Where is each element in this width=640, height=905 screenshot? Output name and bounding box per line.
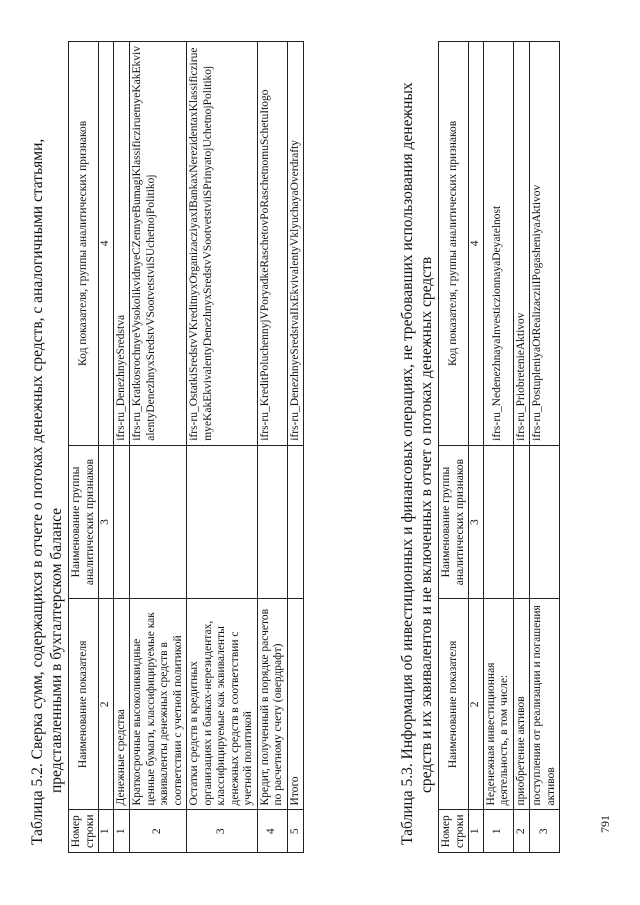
col-num: 1 (99, 810, 114, 853)
column-number-row (99, 42, 114, 853)
indicator-code: ifrs-ru_PostupleniyaOtRealizacziiIPogasheniyaAktivov (530, 42, 560, 446)
caption-line-2: представленными в бухгалтерском балансе (48, 507, 65, 793)
row-number: 3 (187, 810, 258, 853)
col-num: 2 (99, 599, 114, 810)
table-5-3-caption (398, 25, 436, 845)
col-num: 4 (99, 42, 114, 446)
table-5-2 (68, 41, 304, 853)
header-group-name: Наименование группы аналитических признаков (69, 445, 99, 598)
indicator-code: ifrs-ru_KratkosrochnyeVysokolikvidnyeCZennyeBumagiKlassificziruemyeKakEkvivalentyDenezhnyxSredstvVSootvetstviiSUchetnojPolitikoj (130, 42, 187, 446)
row-number: 5 (287, 810, 304, 853)
indicator-name: Итого (287, 599, 304, 810)
indicator-name: Денежные средства (113, 599, 130, 810)
caption-line-2: средств и их эквивалентов и не включенных в отчет о потоках денежных средств (418, 256, 435, 793)
table-row (187, 42, 258, 853)
table-row (130, 42, 187, 853)
group-name (257, 445, 287, 598)
header-code: Код показателя, группы аналитических признаков (439, 42, 469, 446)
header-code: Код показателя, группы аналитических признаков (69, 42, 99, 446)
col-num: 3 (469, 445, 484, 599)
header-row-number: Номер строки (439, 810, 469, 853)
column-number-row (469, 42, 484, 853)
indicator-name: Краткосрочные высоколиквидные ценные бумаги, классифицируемые как эквиваленты денежных средств в соответствии с учетной политикой (130, 599, 187, 810)
indicator-name: Остатки средств в кредитных организациях и банках-нерезидентах, классифицируемые как эквиваленты денежных средств в соответствии с учетной политикой (187, 599, 258, 810)
table-row (483, 42, 513, 853)
indicator-code: ifrs-ru_DenezhnyeSredstva (113, 42, 130, 446)
indicator-code: ifrs-ru_NedenezhnayaInvesticzionnayaDeyatelnost (483, 42, 513, 446)
indicator-name: Кредит, полученный в порядке расчетов по расчетному счету (овердрафт) (257, 599, 287, 810)
group-name (130, 445, 187, 598)
indicator-name: Неденежная инвестиционная деятельность, в том числе: (483, 599, 513, 810)
table-row (287, 42, 304, 853)
indicator-code: ifrs-ru_DenezhnyeSredstvaIIxEkvivalentyVklyuchayaOverdrafty (287, 42, 304, 446)
row-number: 1 (483, 810, 513, 853)
row-number: 1 (113, 810, 130, 853)
indicator-name: поступления от реализации и погашения активов (530, 599, 560, 810)
header-indicator-name: Наименование показателя (69, 599, 99, 810)
row-number: 3 (530, 810, 560, 853)
page-number: 791 (598, 815, 612, 833)
col-num: 1 (469, 810, 484, 853)
group-name (287, 445, 304, 598)
table-row (530, 42, 560, 853)
header-indicator-name: Наименование показателя (439, 599, 469, 810)
table-5-2-caption (28, 25, 66, 845)
group-name (530, 445, 560, 599)
table-header-row (69, 42, 99, 853)
indicator-code: ifrs-ru_PriobretenieAktivov (513, 42, 530, 446)
col-num: 2 (469, 599, 484, 810)
indicator-code: ifrs-ru_KreditPoluchennyjVPoryadkeRaschetovPoRaschetnomuSchetuItogo (257, 42, 287, 446)
row-number: 2 (130, 810, 187, 853)
col-num: 3 (99, 445, 114, 598)
table-row (113, 42, 130, 853)
group-name (483, 445, 513, 599)
row-number: 4 (257, 810, 287, 853)
caption-line-1: Таблица 5.3. Информация об инвестиционных и финансовых операциях, не требовавших использования денежных (399, 82, 416, 845)
row-number: 2 (513, 810, 530, 853)
header-row-number: Номер строки (69, 810, 99, 853)
table-header-row (439, 42, 469, 853)
table-row (513, 42, 530, 853)
group-name (187, 445, 258, 598)
caption-line-1: Таблица 5.2. Сверка сумм, содержащихся в отчете о потоках денежных средств, с аналогичными статьями, (29, 138, 46, 845)
table-row (257, 42, 287, 853)
group-name (513, 445, 530, 599)
table-5-3 (438, 41, 560, 853)
header-group-name: Наименование группы аналитических признаков (439, 445, 469, 599)
group-name (113, 445, 130, 598)
indicator-name: приобретение активов (513, 599, 530, 810)
indicator-code: ifrs-ru_OstatkiSredstvVKreditnyxOrganizacziyaxIBankaxNerezidentaxKlassificziruemyeKakEkvivalentyDenezhnyxSredstvVSootvetstviiSPrinyatojUchetnojPolitikoj (187, 42, 258, 446)
col-num: 4 (469, 42, 484, 446)
